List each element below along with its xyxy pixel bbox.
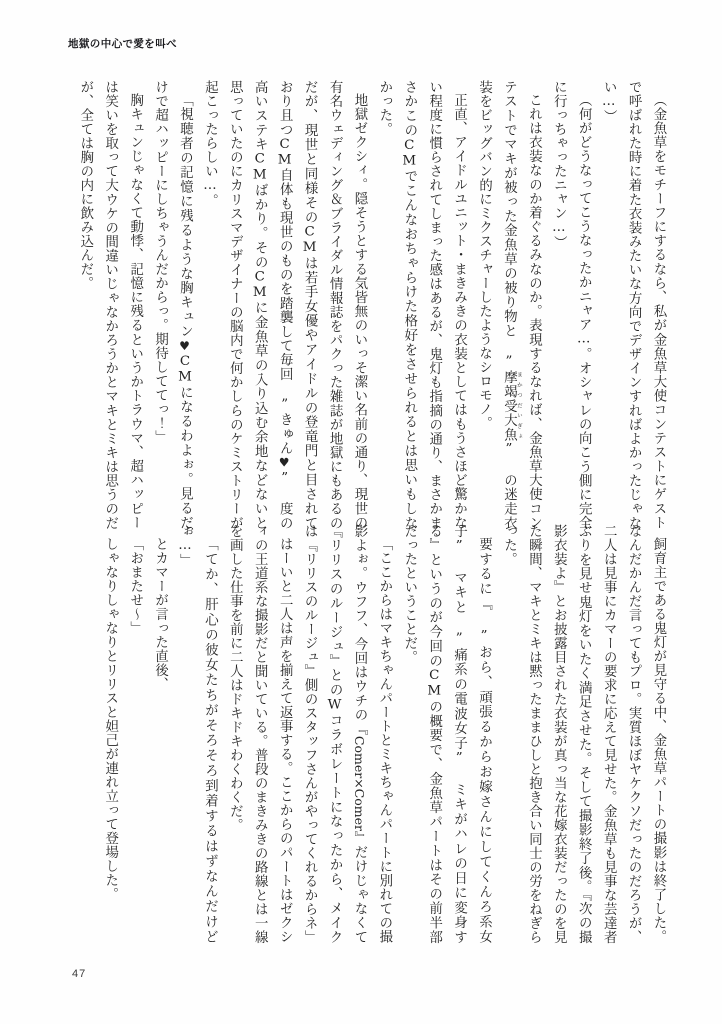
body-text-block-lower [70, 524, 670, 944]
paragraph: 地獄ゼクシィ。隠そうとする気皆無のいっそ潔い名前の通り、現世の有名ウェディング＆ブライダル情報誌をパクった雑誌が地獄にもあるのだが、現世と同様そのCMは若手女優やアイドルの登竜門と目されており且つCM自体も現世のものを踏襲して毎回 ”きゅん♥” 度の高いステキCMばかり。そのCMに金魚草の入り込む余地などないと思っていたのにカリスマデザイナーの脳内で何かしらのケミストリーが起こったらしい…。 [202, 80, 367, 530]
latin-brand-name: Comer×Comer [351, 735, 367, 831]
paragraph: とカマーが言った直後、 [152, 537, 168, 692]
page-number: 47 [72, 968, 87, 980]
paragraph: これは衣装なのか着ぐるみなのか。表現するなれば、金魚草大使コンテストでマキが被った金魚草の被り物と ”摩竭受大魚 まかつだいぎょ” の迷走衣装をビッグバン的にミクスチャーしたようなシロモノ。 [476, 80, 542, 531]
paragraph: 飼育主である鬼灯が見守る中、金魚草パートの撮影は終了した。なんだかんだ言ってもプロ。実質ほぼヤケクソだったのだろうが、二人は見事にカマーの要求に応えて見せた。金魚草も見事な芸達者ぶりを見せ鬼灯をいたく満足させた。そして撮影終了後。『次の撮影衣装よ』とお披露目された衣装が真っ当な花嫁衣装だったのを見た瞬間、マキとミキは黙ったままひしと抱き合い同士の労をねぎらった。 [501, 524, 666, 944]
paragraph: 「てか、肝心の彼女たちがそろそろ到着するはずなんだけどぉ…」 [177, 524, 218, 944]
paragraph: はーいと二人は声を揃えて返事する。ここからのパートはゼクシィの王道系な撮影だと聞いている。普段のまきみきの路線とは一線を画した仕事を前に二人はドキドキわくわくだ。 [227, 524, 293, 944]
ruby-annotated-term: 摩竭受大魚 まかつだいぎょ [501, 369, 522, 442]
paragraph: 要するに『 ”おら、頑張るからお嫁さんにしてくんろ系女子” マキと ”痛系の電波女子” ミキがハレの日に変身する』というのが今回のCMの概要で、金魚草パートはその前半部だったということだ。 [401, 524, 492, 944]
paragraph: 「ここからはマキちゃんパートとミキちゃんパートに別れての撮影よぉ。ウフフ、今回はウチの『Comer×Comer』だけじゃなくて『リリスのルージュ』とのWコラボレートになったから、メイクは『リリスのルージュ』側のスタッフさんがやってくれるからネ」 [302, 524, 392, 945]
running-header-title: 地獄の中心で愛を叫べ [68, 38, 177, 50]
paragraph: （金魚草をモチーフにするなら、私が金魚草大使コンテストにゲストで呼ばれた時に着た衣装みたいな方向でデザインすればよかったじゃない…） [601, 80, 666, 530]
paragraph: 正直、アイドルユニット・まきみきの衣装としてはもうさほど驚かない程度に慣らされてしまった感はあるが、鬼灯も指摘の通り、まさかまさかこのCMでこんなおちゃらけた格好をさせられるとは思いもしなかった。 [376, 80, 467, 530]
heart-icon: ♥ [177, 339, 192, 355]
body-text-block-upper [70, 80, 670, 530]
heart-icon: ♥ [277, 455, 292, 471]
paragraph: 「視聴者の記憶に残るような胸キュン♥CMになるわよぉ。見るだけで超ハッピーにしちゃうんだからっ。期待しててっ！」 [152, 80, 193, 531]
ruby-reading: まかつだいぎょ [515, 369, 522, 442]
paragraph: 「おまたせ～」 [127, 537, 143, 636]
paragraph: しゃなりしゃなりとリリスと妲己が連れ立って登場した。 [102, 537, 118, 902]
paragraph: 胸キュンじゃなくて動悸、記憶に残るというかトラウマ、超ハッピーは笑いを取って大ウケの間違いじゃなかろうかとマキとミキは思うのだが、全ては胸の内に飲み込んだ。 [77, 80, 143, 530]
paragraph: （何がどうなってこうなったかニャア…。オシャレの向こう側に完全に行っちゃったニャン…） [551, 80, 592, 530]
